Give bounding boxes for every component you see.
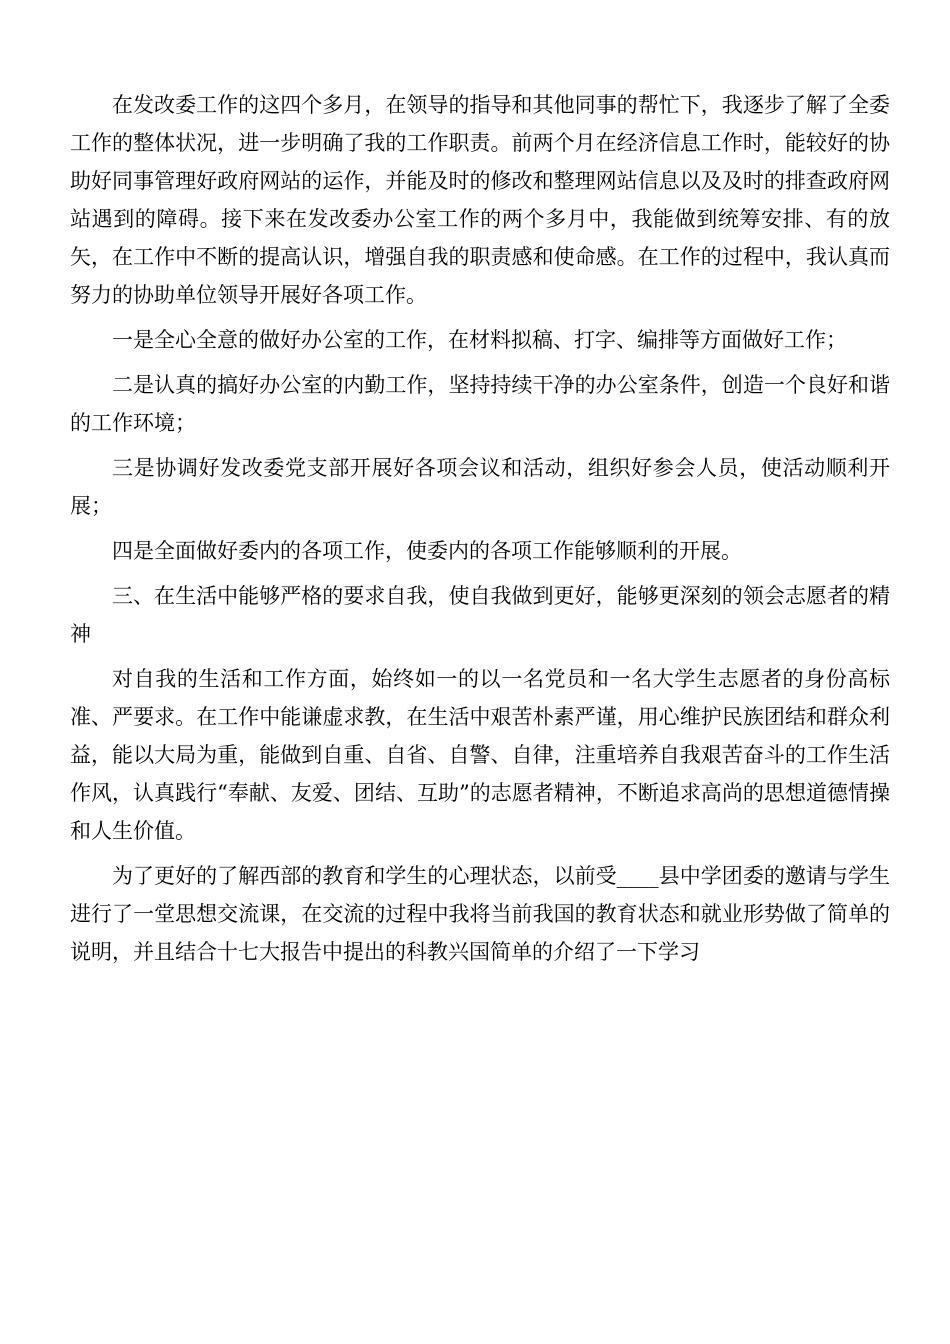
paragraph-item-two: 二是认真的搞好办公室的内勤工作，坚持持续干净的办公室条件，创造一个良好和谐的工作环境； bbox=[70, 373, 890, 435]
paragraph-item-four: 四是全面做好委内的各项工作，使委内的各项工作能够顺利的开展。 bbox=[112, 539, 742, 563]
paragraph-item-one: 一是全心全意的做好办公室的工作，在材料拟稿、打字、编排等方面做好工作； bbox=[112, 328, 847, 352]
section-heading-three: 三、在生活中能够严格的要求自我，使自我做到更好，能够更深刻的领会志愿者的精神 bbox=[70, 584, 890, 646]
paragraph-work-summary: 在发改委工作的这四个多月，在领导的指导和其他同事的帮忙下，我逐步了解了全委工作的整体状况，进一步明确了我的工作职责。前两个月在经济信息工作时，能较好的协助好同事管理好政府网站的运作，并能及时的修改和整理网站信息以及及时的排查政府网站遇到的障碍。接下来在发改委办公室工作的两个多月中，我能做到统筹安排、有的放矢，在工作中不断的提高认识，增强自我的职责感和使命感。在工作的过程中，我认真而努力的协助单位领导开展好各项工作。 bbox=[70, 93, 890, 307]
paragraph-self-discipline: 对自我的生活和工作方面，始终如一的以一名党员和一名大学生志愿者的身份高标准、严要求。在工作中能谦虚求教，在生活中艰苦朴素严谨，用心维护民族团结和群众利益，能以大局为重，能做到自重、自省、自警、自律，注重培养自我艰苦奋斗的工作生活作风，认真践行“奉献、友爱、团结、互助”的志愿者精神，不断追求高尚的思想道德情操和人生价值。 bbox=[70, 667, 890, 843]
paragraph-education-exchange: 为了更好的了解西部的教育和学生的心理状态，以前受____县中学团委的邀请与学生进行了一堂思想交流课，在交流的过程中我将当前我国的教育状态和就业形势做了简单的说明，并且结合十七大报告中提出的科教兴国简单的介绍了一下学习 bbox=[70, 864, 890, 964]
document-body bbox=[70, 86, 890, 971]
paragraph-item-three: 三是协调好发改委党支部开展好各项会议和活动，组织好参会人员，使活动顺利开展； bbox=[70, 456, 890, 518]
